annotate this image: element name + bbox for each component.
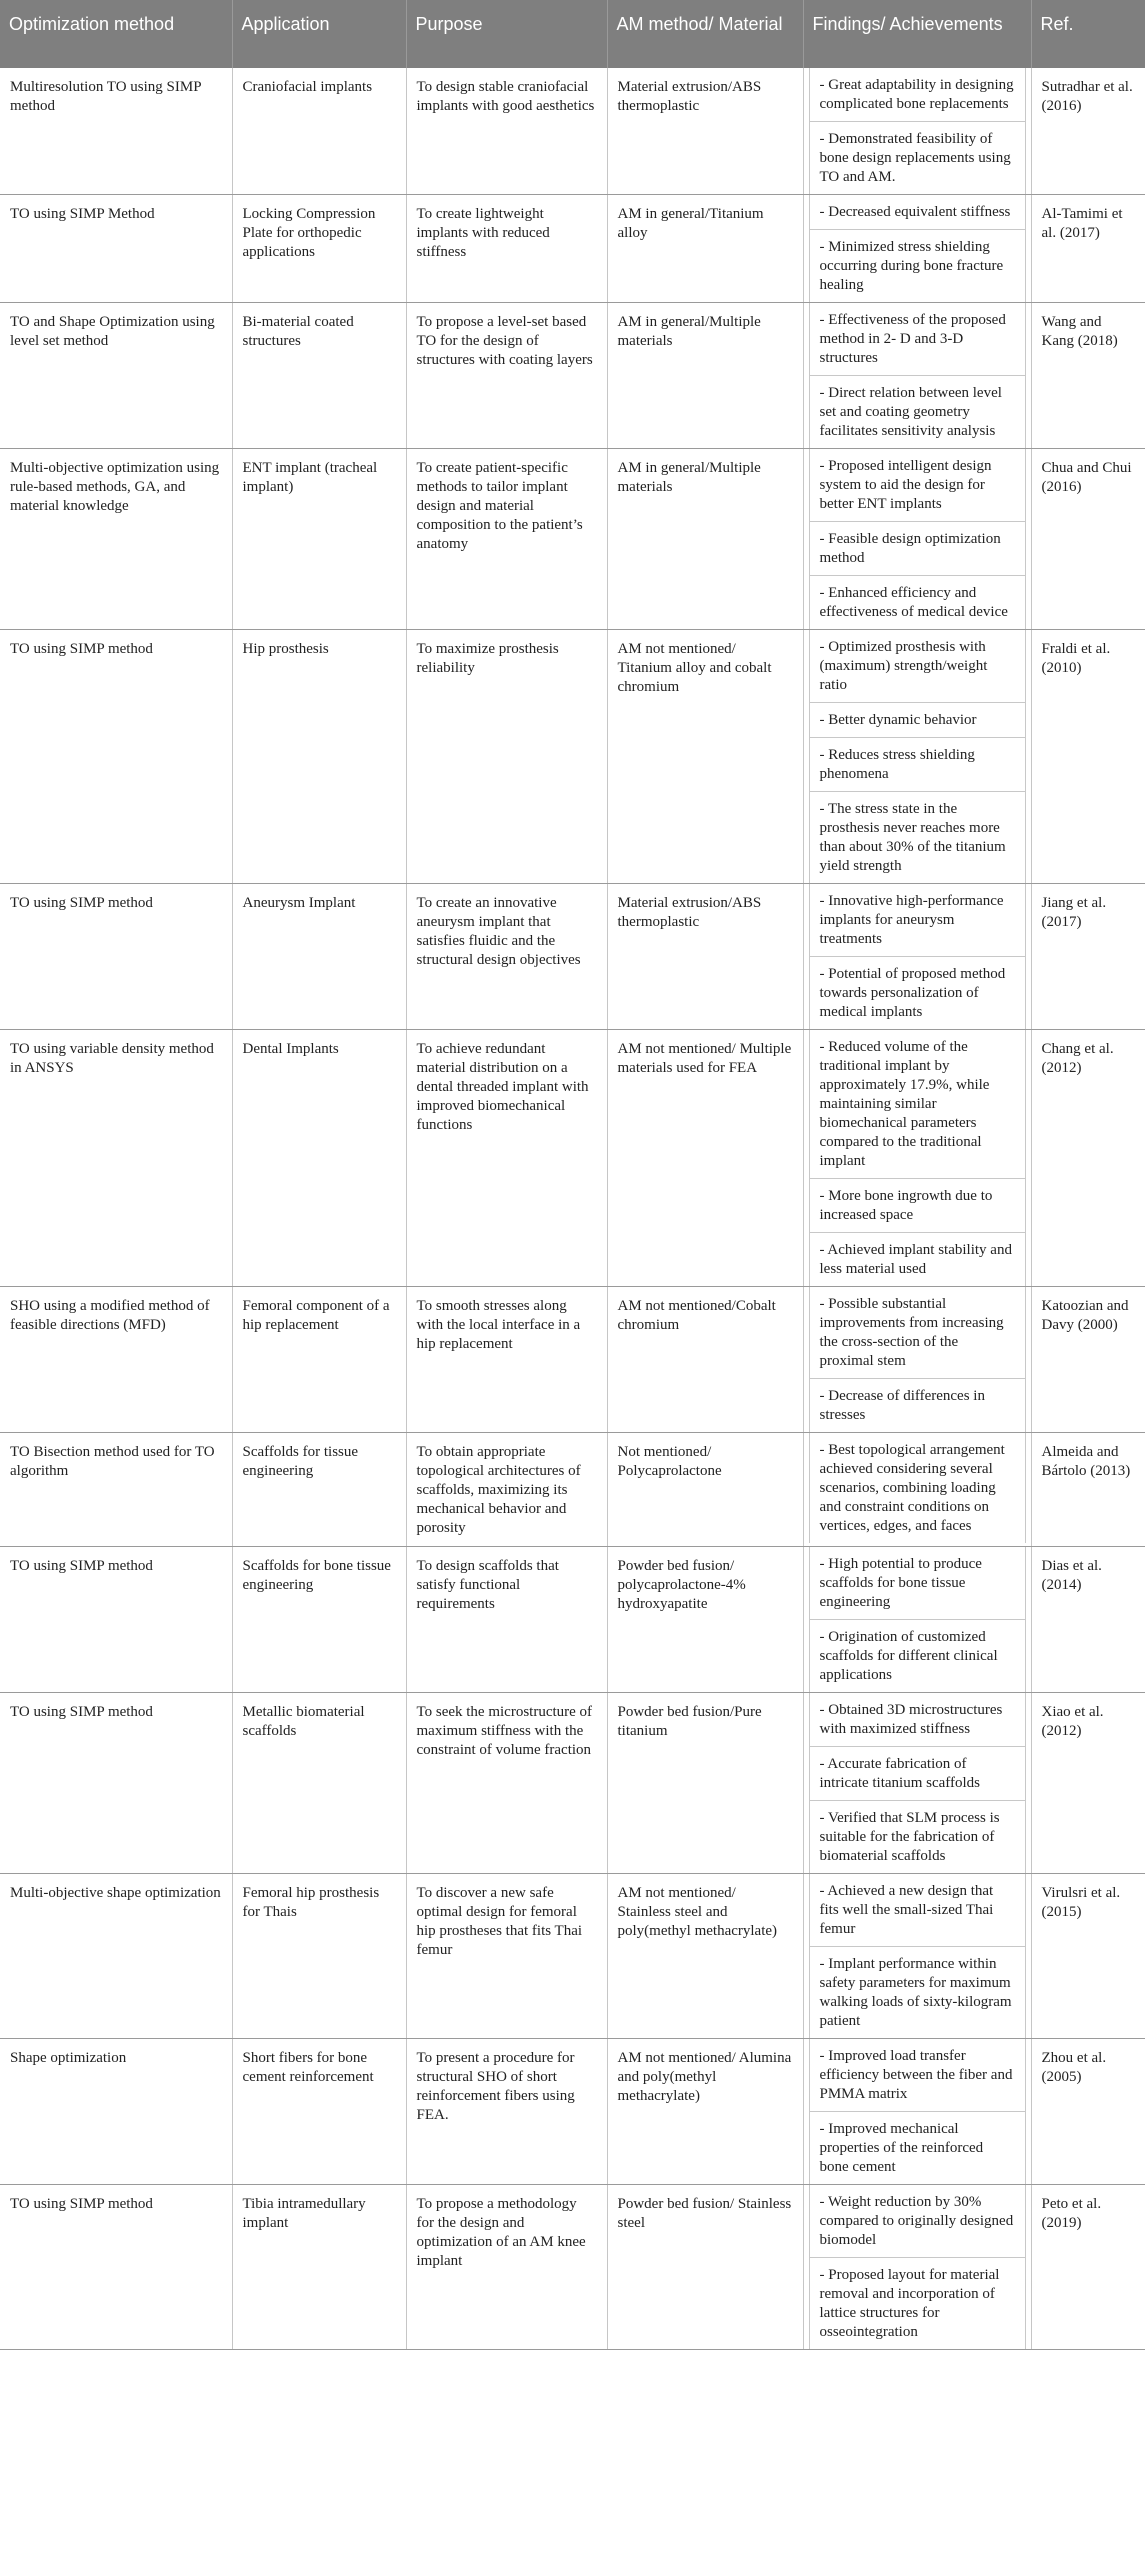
cell-am-method-material: Material extrusion/ABS thermoplastic <box>607 68 803 195</box>
finding-item: - Possible substantial improvements from increasing the cross-section of the proximal stem <box>809 1287 1026 1379</box>
header-row <box>0 0 1145 68</box>
finding-item: - Effectiveness of the proposed method in 2- D and 3-D structures <box>809 303 1026 376</box>
cell-findings <box>803 630 1031 884</box>
cell-purpose: To seek the microstructure of maximum stiffness with the constraint of volume fraction <box>406 1693 607 1874</box>
cell-findings <box>803 303 1031 449</box>
finding-item: - Reduced volume of the traditional implant by approximately 17.9%, while maintaining similar biomechanical parameters compared to the traditional implant <box>809 1030 1026 1179</box>
finding-item: - Obtained 3D microstructures with maximized stiffness <box>809 1693 1026 1747</box>
cell-purpose: To maximize prosthesis reliability <box>406 630 607 884</box>
cell-findings <box>803 1874 1031 2039</box>
header-am-method-material: AM method/ Material <box>607 0 803 68</box>
cell-purpose: To design stable craniofacial implants with good aesthetics <box>406 68 607 195</box>
finding-item: - Weight reduction by 30% compared to originally designed biomodel <box>809 2185 1026 2258</box>
cell-purpose: To smooth stresses along with the local interface in a hip replacement <box>406 1287 607 1433</box>
finding-item: - Feasible design optimization method <box>809 522 1026 576</box>
cell-findings <box>803 1433 1031 1547</box>
table-row <box>0 630 1145 884</box>
cell-optimization-method: TO and Shape Optimization using level set method <box>0 303 232 449</box>
finding-item: - Best topological arrangement achieved considering several scenarios, combining loading and constraint conditions on vertices, edges, and faces <box>809 1433 1026 1543</box>
header-ref: Ref. <box>1031 0 1145 68</box>
finding-item: - Optimized prosthesis with (maximum) strength/weight ratio <box>809 630 1026 703</box>
cell-optimization-method: TO using SIMP method <box>0 884 232 1030</box>
finding-item: - Enhanced efficiency and effectiveness of medical device <box>809 576 1026 629</box>
cell-am-method-material: Powder bed fusion/ polycaprolactone-4% hydroxyapatite <box>607 1547 803 1693</box>
table-row <box>0 1874 1145 2039</box>
cell-application: Short fibers for bone cement reinforcement <box>232 2039 406 2185</box>
finding-item: - Direct relation between level set and coating geometry facilitates sensitivity analysis <box>809 376 1026 448</box>
finding-item: - Implant performance within safety parameters for maximum walking loads of sixty-kilogram patient <box>809 1947 1026 2038</box>
cell-application: Scaffolds for tissue engineering <box>232 1433 406 1547</box>
table-row <box>0 68 1145 195</box>
cell-ref: Xiao et al. (2012) <box>1031 1693 1145 1874</box>
cell-application: Scaffolds for bone tissue engineering <box>232 1547 406 1693</box>
cell-purpose: To create patient-specific methods to tailor implant design and material composition to the patient’s anatomy <box>406 449 607 630</box>
cell-application: Craniofacial implants <box>232 68 406 195</box>
cell-findings <box>803 884 1031 1030</box>
cell-am-method-material: AM in general/Titanium alloy <box>607 195 803 303</box>
cell-am-method-material: AM in general/Multiple materials <box>607 303 803 449</box>
cell-am-method-material: Material extrusion/ABS thermoplastic <box>607 884 803 1030</box>
header-purpose: Purpose <box>406 0 607 68</box>
cell-ref: Sutradhar et al. (2016) <box>1031 68 1145 195</box>
cell-application: Aneurysm Implant <box>232 884 406 1030</box>
cell-optimization-method: TO using SIMP method <box>0 630 232 884</box>
table-row <box>0 449 1145 630</box>
cell-ref: Fraldi et al. (2010) <box>1031 630 1145 884</box>
table-row <box>0 2185 1145 2350</box>
header-application: Application <box>232 0 406 68</box>
cell-findings <box>803 1030 1031 1287</box>
finding-item: - Great adaptability in designing complicated bone replacements <box>809 68 1026 122</box>
cell-application: Tibia intramedullary implant <box>232 2185 406 2350</box>
cell-purpose: To create lightweight implants with reduced stiffness <box>406 195 607 303</box>
cell-optimization-method: TO using SIMP method <box>0 1693 232 1874</box>
cell-optimization-method: TO using SIMP method <box>0 1547 232 1693</box>
cell-ref: Virulsri et al. (2015) <box>1031 1874 1145 2039</box>
cell-ref: Wang and Kang (2018) <box>1031 303 1145 449</box>
cell-am-method-material: AM not mentioned/ Stainless steel and poly(methyl methacrylate) <box>607 1874 803 2039</box>
cell-application: Metallic biomaterial scaffolds <box>232 1693 406 1874</box>
finding-item: - Decrease of differences in stresses <box>809 1379 1026 1432</box>
cell-findings <box>803 449 1031 630</box>
table-row <box>0 1547 1145 1693</box>
cell-application: Femoral hip prosthesis for Thais <box>232 1874 406 2039</box>
cell-findings <box>803 1287 1031 1433</box>
finding-item: - More bone ingrowth due to increased space <box>809 1179 1026 1233</box>
cell-optimization-method: TO using variable density method in ANSYS <box>0 1030 232 1287</box>
table-row <box>0 2039 1145 2185</box>
cell-findings <box>803 2039 1031 2185</box>
finding-item: - Achieved implant stability and less material used <box>809 1233 1026 1286</box>
cell-optimization-method: Shape optimization <box>0 2039 232 2185</box>
finding-item: - Minimized stress shielding occurring during bone fracture healing <box>809 230 1026 302</box>
cell-optimization-method: Multi-objective shape optimization <box>0 1874 232 2039</box>
table-row <box>0 303 1145 449</box>
cell-application: ENT implant (tracheal implant) <box>232 449 406 630</box>
cell-purpose: To obtain appropriate topological architectures of scaffolds, maximizing its mechanical behavior and porosity <box>406 1433 607 1547</box>
cell-findings <box>803 1693 1031 1874</box>
cell-am-method-material: AM not mentioned/ Titanium alloy and cobalt chromium <box>607 630 803 884</box>
finding-item: - Verified that SLM process is suitable for the fabrication of biomaterial scaffolds <box>809 1801 1026 1873</box>
cell-purpose: To propose a level-set based TO for the design of structures with coating layers <box>406 303 607 449</box>
cell-optimization-method: TO using SIMP method <box>0 2185 232 2350</box>
cell-ref: Katoozian and Davy (2000) <box>1031 1287 1145 1433</box>
cell-am-method-material: AM not mentioned/ Alumina and poly(methyl methacrylate) <box>607 2039 803 2185</box>
finding-item: - Decreased equivalent stiffness <box>809 195 1026 230</box>
cell-ref: Peto et al. (2019) <box>1031 2185 1145 2350</box>
cell-am-method-material: AM not mentioned/ Multiple materials used for FEA <box>607 1030 803 1287</box>
table-row <box>0 884 1145 1030</box>
table-row <box>0 1030 1145 1287</box>
cell-ref: Dias et al. (2014) <box>1031 1547 1145 1693</box>
finding-item: - Proposed intelligent design system to aid the design for better ENT implants <box>809 449 1026 522</box>
cell-optimization-method: Multi-objective optimization using rule-based methods, GA, and material knowledge <box>0 449 232 630</box>
cell-ref: Jiang et al. (2017) <box>1031 884 1145 1030</box>
finding-item: - Innovative high-performance implants for aneurysm treatments <box>809 884 1026 957</box>
header-optimization-method: Optimization method <box>0 0 232 68</box>
cell-am-method-material: Powder bed fusion/ Stainless steel <box>607 2185 803 2350</box>
cell-am-method-material: AM not mentioned/Cobalt chromium <box>607 1287 803 1433</box>
finding-item: - The stress state in the prosthesis never reaches more than about 30% of the titanium yield strength <box>809 792 1026 883</box>
cell-application: Dental Implants <box>232 1030 406 1287</box>
cell-findings <box>803 1547 1031 1693</box>
cell-ref: Almeida and Bártolo (2013) <box>1031 1433 1145 1547</box>
finding-item: - Origination of customized scaffolds for different clinical applications <box>809 1620 1026 1692</box>
finding-item: - Improved mechanical properties of the reinforced bone cement <box>809 2112 1026 2184</box>
cell-ref: Zhou et al. (2005) <box>1031 2039 1145 2185</box>
header-findings: Findings/ Achievements <box>803 0 1031 68</box>
cell-purpose: To create an innovative aneurysm implant that satisfies fluidic and the structural design objectives <box>406 884 607 1030</box>
cell-am-method-material: Powder bed fusion/Pure titanium <box>607 1693 803 1874</box>
cell-am-method-material: Not mentioned/ Polycaprolactone <box>607 1433 803 1547</box>
table-row <box>0 1433 1145 1547</box>
cell-findings <box>803 2185 1031 2350</box>
cell-application: Hip prosthesis <box>232 630 406 884</box>
cell-application: Bi-material coated structures <box>232 303 406 449</box>
cell-purpose: To present a procedure for structural SHO of short reinforcement fibers using FEA. <box>406 2039 607 2185</box>
table-row <box>0 1693 1145 1874</box>
table-body <box>0 68 1145 2350</box>
cell-purpose: To propose a methodology for the design and optimization of an AM knee implant <box>406 2185 607 2350</box>
cell-findings <box>803 68 1031 195</box>
finding-item: - High potential to produce scaffolds for bone tissue engineering <box>809 1547 1026 1620</box>
finding-item: - Reduces stress shielding phenomena <box>809 738 1026 792</box>
finding-item: - Potential of proposed method towards personalization of medical implants <box>809 957 1026 1029</box>
cell-application: Locking Compression Plate for orthopedic applications <box>232 195 406 303</box>
cell-optimization-method: SHO using a modified method of feasible directions (MFD) <box>0 1287 232 1433</box>
cell-purpose: To discover a new safe optimal design for femoral hip prostheses that fits Thai femur <box>406 1874 607 2039</box>
cell-am-method-material: AM in general/Multiple materials <box>607 449 803 630</box>
cell-ref: Al-Tamimi et al. (2017) <box>1031 195 1145 303</box>
cell-purpose: To achieve redundant material distribution on a dental threaded implant with improved biomechanical functions <box>406 1030 607 1287</box>
cell-ref: Chua and Chui (2016) <box>1031 449 1145 630</box>
cell-ref: Chang et al. (2012) <box>1031 1030 1145 1287</box>
finding-item: - Improved load transfer efficiency between the fiber and PMMA matrix <box>809 2039 1026 2112</box>
table-row <box>0 195 1145 303</box>
cell-optimization-method: TO using SIMP Method <box>0 195 232 303</box>
cell-purpose: To design scaffolds that satisfy functional requirements <box>406 1547 607 1693</box>
finding-item: - Better dynamic behavior <box>809 703 1026 738</box>
cell-application: Femoral component of a hip replacement <box>232 1287 406 1433</box>
table-row <box>0 1287 1145 1433</box>
finding-item: - Achieved a new design that fits well the small-sized Thai femur <box>809 1874 1026 1947</box>
finding-item: - Proposed layout for material removal and incorporation of lattice structures for osseointegration <box>809 2258 1026 2349</box>
cell-optimization-method: TO Bisection method used for TO algorithm <box>0 1433 232 1547</box>
finding-item: - Demonstrated feasibility of bone design replacements using TO and AM. <box>809 122 1026 194</box>
finding-item: - Accurate fabrication of intricate titanium scaffolds <box>809 1747 1026 1801</box>
cell-optimization-method: Multiresolution TO using SIMP method <box>0 68 232 195</box>
cell-findings <box>803 195 1031 303</box>
